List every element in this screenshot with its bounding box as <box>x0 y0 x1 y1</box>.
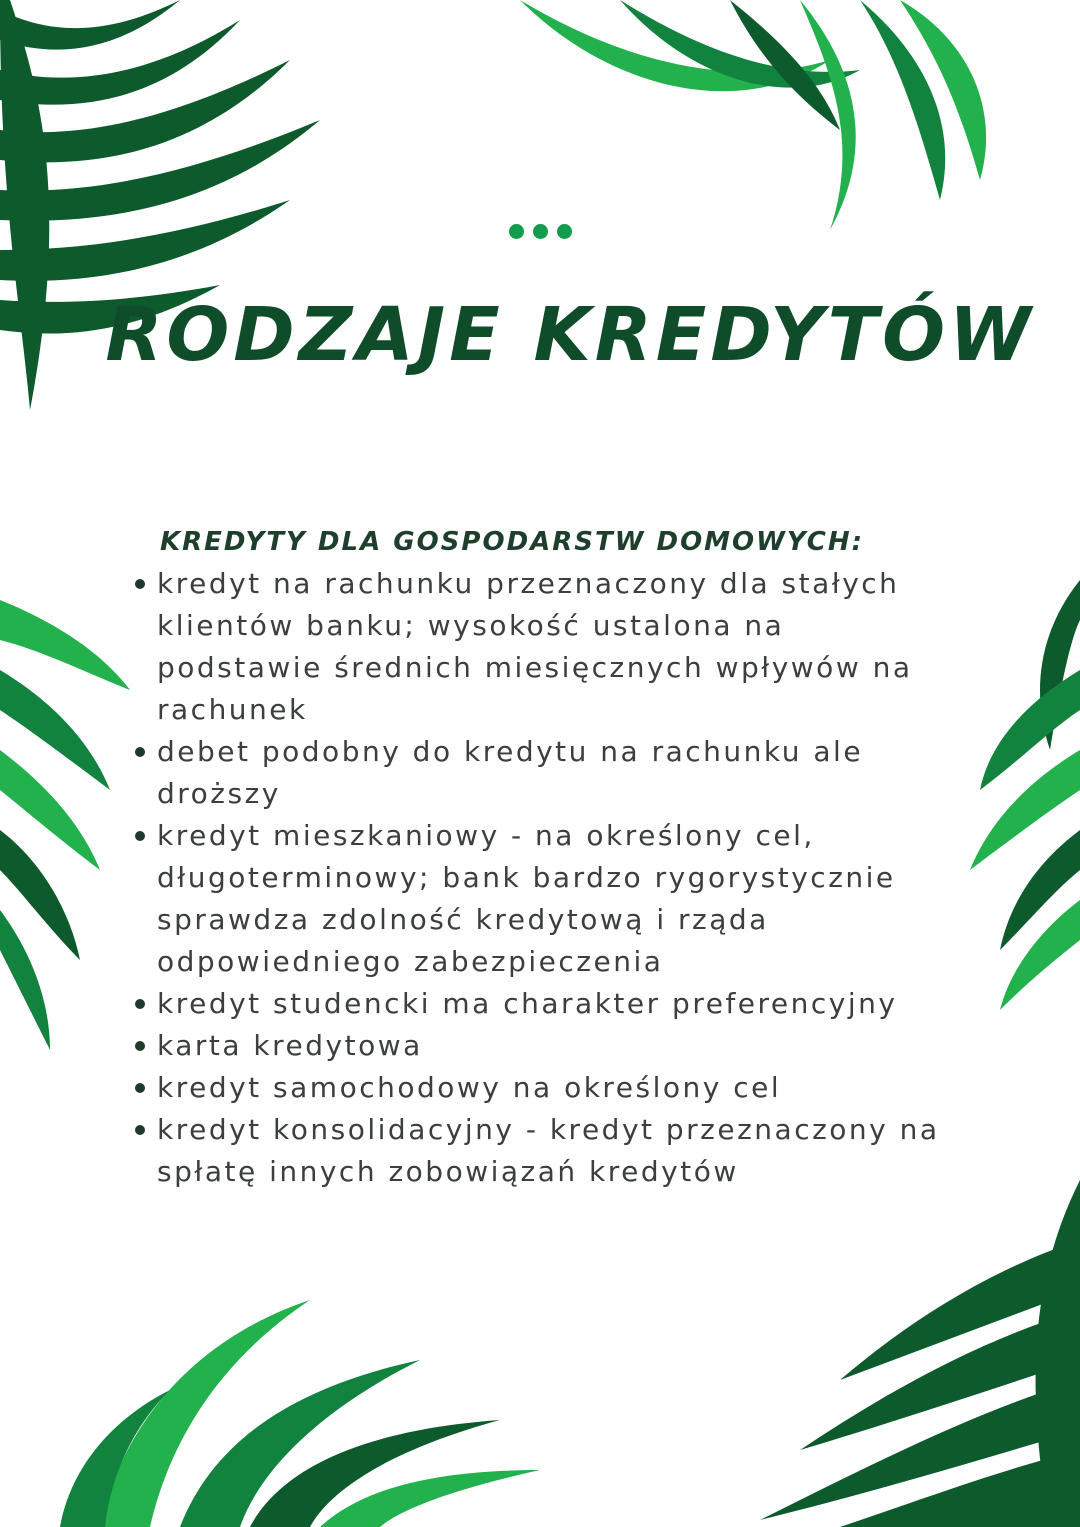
dot-icon <box>533 224 548 239</box>
list-item-line: spłatę innych zobowiązań kredytów <box>157 1155 739 1188</box>
list-item <box>130 1067 990 1109</box>
list-item-line: kredyt konsolidacyjny - kredyt przeznaczony na <box>157 1113 940 1146</box>
list-item-line: rachunek <box>157 693 308 726</box>
list-item-line: długoterminowy; bank bardzo rygorystycznie <box>157 861 896 894</box>
list-item-line: kredyt mieszkaniowy - na określony cel, <box>157 819 815 852</box>
palm-leaves-left-icon <box>0 590 150 1060</box>
bullet-icon <box>135 999 145 1009</box>
bullet-icon <box>135 1083 145 1093</box>
list-item-line: kredyt na rachunku przeznaczony dla stałych <box>157 567 900 600</box>
list-item-line: sprawdza zdolność kredytową i rząda <box>157 903 769 936</box>
list-item <box>130 1109 990 1193</box>
list-item <box>130 731 990 815</box>
bullet-icon <box>135 747 145 757</box>
credit-types-list <box>130 563 990 1193</box>
list-item-line: karta kredytowa <box>157 1029 423 1062</box>
dot-icon <box>509 224 524 239</box>
bullet-icon <box>135 1125 145 1135</box>
section-heading: KREDYTY DLA GOSPODARSTW DOMOWYCH: <box>160 527 864 557</box>
list-item <box>130 1025 990 1067</box>
list-item <box>130 983 990 1025</box>
dot-icon <box>557 224 572 239</box>
palm-leaves-top-right-icon <box>500 0 1020 240</box>
list-item-line: odpowiedniego zabezpieczenia <box>157 945 664 978</box>
list-item-line: klientów banku; wysokość ustalona na <box>157 609 785 642</box>
list-item <box>130 815 990 983</box>
bullet-icon <box>135 831 145 841</box>
page-title: RODZAJE KREDYTÓW <box>105 292 1035 378</box>
palm-leaves-bottom-right-icon <box>720 1180 1080 1527</box>
bullet-icon <box>135 579 145 589</box>
bullet-icon <box>135 1041 145 1051</box>
list-item-line: kredyt samochodowy na określony cel <box>157 1071 782 1104</box>
list-item-line: debet podobny do kredytu na rachunku ale <box>157 735 864 768</box>
list-item <box>130 563 990 731</box>
list-item-line: droższy <box>157 777 281 810</box>
list-item-line: podstawie średnich miesięcznych wpływów na <box>157 651 913 684</box>
decorative-dots <box>509 224 573 240</box>
palm-leaves-bottom-left-icon <box>0 1280 560 1527</box>
list-item-line: kredyt studencki ma charakter preferencyjny <box>157 987 898 1020</box>
